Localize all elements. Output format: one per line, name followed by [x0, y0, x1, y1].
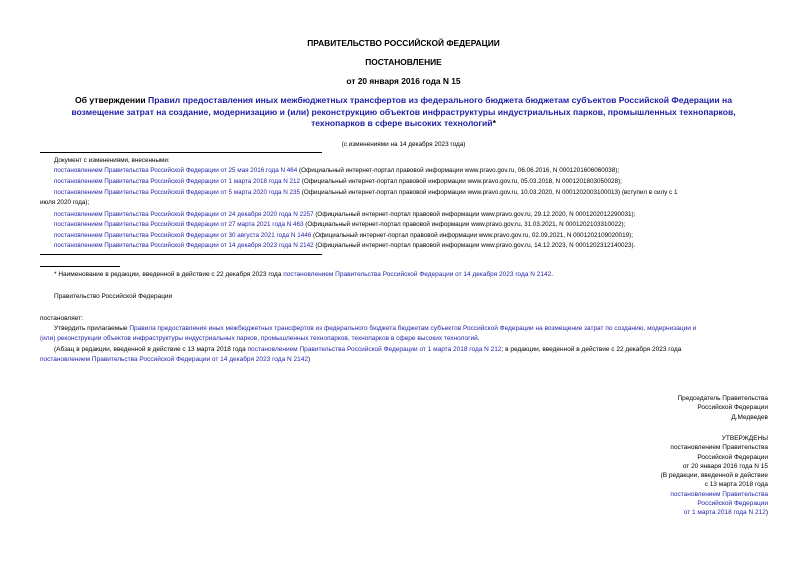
change-item: постановлением Правительства Российской Федерации от 5 марта 2020 года N 235 (Официальный интернет-портал правовой информации www.pravo.gov.ru, 10.03.2020, N 0001202003100013) (вступил в силу с 1	[54, 189, 678, 196]
change-link[interactable]: постановлением Правительства Российской Федерации от 25 мая 2016 года N 464	[54, 167, 298, 174]
document-title	[40, 95, 767, 130]
signature-country: Российской Федерации	[697, 404, 768, 412]
change-item: постановлением Правительства Российской Федерации от 25 мая 2016 года N 464 (Официальный интернет-портал правовой информации www.pravo.gov.ru, 06.06.2016, N 0001201606060038);	[54, 167, 620, 174]
decides-line: постановляет:	[40, 315, 83, 322]
change-link[interactable]: постановлением Правительства Российской Федерации от 30 августа 2021 года N 1446	[54, 232, 312, 239]
changes-intro: Документ с изменениями, внесенными:	[54, 157, 170, 164]
paragraph-note-line1: (Абзац в редакции, введенной в действие с 13 марта 2018 года постановлением Правительства Российской Федерации от 1 марта 2018 года N 212; в редакции, введенной в действие с 22 декабря 2023 года	[54, 346, 682, 353]
signature-position: Председатель Правительства	[677, 395, 768, 402]
government-line: Правительство Российской Федерации	[54, 293, 173, 300]
approved-link[interactable]: постановлением Правительства	[670, 490, 768, 498]
title-link-line3[interactable]: технопарков в сфере высоких технологий	[311, 118, 493, 128]
change-item: постановлением Правительства Российской Федерации от 1 марта 2018 года N 212 (Официальный интернет-портал правовой информации www.pravo.gov.ru, 05.03.2018, N 0001201803050028);	[54, 178, 622, 185]
change-link[interactable]: постановлением Правительства Российской Федерации от 27 марта 2021 года N 463	[54, 221, 304, 228]
change-link[interactable]: постановлением Правительства Российской Федерации от 14 декабря 2023 года N 2142	[54, 242, 314, 249]
approved-link[interactable]: от 1 марта 2018 года N 212	[683, 509, 766, 517]
change-item: постановлением Правительства Российской Федерации от 24 декабря 2020 года N 2257 (Официальный интернет-портал правовой информации www.pravo.gov.ru, 29.12.2020, N 0001202012290031);	[54, 211, 636, 218]
change-item: постановлением Правительства Российской Федерации от 14 декабря 2023 года N 2142 (Официальный интернет-портал правовой информации www.pravo.gov.ru, 14.12.2023, N 0001202312140023).	[54, 242, 636, 249]
footnote-divider	[40, 266, 120, 267]
edition-note: (с изменениями на 14 декабря 2023 года)	[341, 141, 466, 148]
title-prefix: Об утверждении	[75, 95, 149, 105]
paragraph-note-link2[interactable]: постановлением Правительства Российской Федерации от 14 декабря 2023 года N 2142	[40, 356, 308, 363]
approve-rules-link-cont[interactable]: (или) реконструкции объектов инфраструктуры индустриальных парков, промышленных технопарков, технопарков в сфере высоких технологий	[40, 335, 478, 342]
title-link-line2[interactable]: возмещение затрат на создание, модернизацию и (или) реконструкцию объектов инфраструктуры индустриальных парков, промышленных технопарков,	[71, 106, 736, 117]
signature-name: Д.Медведев	[731, 413, 768, 421]
change-link[interactable]: постановлением Правительства Российской Федерации от 5 марта 2020 года N 235	[54, 189, 301, 196]
change-item: постановлением Правительства Российской Федерации от 27 марта 2021 года N 463 (Официальный интернет-портал правовой информации www.pravo.gov.ru, 31.03.2021, N 0001202103310022);	[54, 221, 626, 228]
approved-link[interactable]: Российской Федерации	[697, 500, 768, 508]
signature-block	[677, 394, 768, 422]
title-asterisk: *	[492, 118, 496, 128]
change-item: постановлением Правительства Российской Федерации от 30 августа 2021 года N 1446 (Официальный интернет-портал правовой информации www.pravo.gov.ru, 02.09.2021, N 0001202109020019);	[54, 232, 634, 239]
footnote-link[interactable]: постановлением Правительства Российской Федерации от 14 декабря 2023 года N 2142	[283, 271, 552, 278]
document-date-number: от 20 января 2016 года N 15	[346, 76, 461, 86]
approve-paragraph-line1: Утвердить прилагаемые Правила предоставления иных межбюджетных трансфертов из федерального бюджета бюджетам субъектов Российской Федерации на возмещение затрат по созданию, модернизации и	[54, 325, 697, 332]
document-type-heading: ПОСТАНОВЛЕНИЕ	[365, 57, 442, 67]
title-link-line1[interactable]: Правил предоставления иных межбюджетных трансфертов из федерального бюджета бюджетам субъектов Российской Федерации на	[148, 95, 732, 105]
government-heading: ПРАВИТЕЛЬСТВО РОССИЙСКОЙ ФЕДЕРАЦИИ	[307, 38, 500, 48]
changes-top-divider	[40, 152, 322, 153]
change-item-continuation: июля 2020 года);	[40, 199, 90, 206]
footnote: * Наименование в редакции, введенной в действие с 22 декабря 2023 года постановлением Правительства Российской Федерации от 14 декабря 2023 года N 2142.	[54, 271, 554, 278]
paragraph-note-link1[interactable]: постановлением Правительства Российской Федерации от 1 марта 2018 года N 212	[247, 346, 502, 353]
paragraph-note-line2: постановлением Правительства Российской Федерации от 14 декабря 2023 года N 2142)	[40, 356, 311, 363]
approved-block: УТВЕРЖДЕНЫ постановлением Правительства Российской Федерации от 20 января 2016 года N 15 (В редакции, введенной в действие с 13 марта 2018 года постановлением Правительства Российской Федерации от 1 марта 2018 года N 212)	[660, 435, 768, 517]
changes-bottom-divider	[40, 254, 322, 255]
approve-rules-link[interactable]: Правила предоставления иных межбюджетных трансфертов из федерального бюджета бюджетам субъектов Российской Федерации на возмещение затрат по созданию, модернизации и	[129, 325, 697, 332]
change-link[interactable]: постановлением Правительства Российской Федерации от 24 декабря 2020 года N 2257	[54, 211, 314, 218]
approve-paragraph-line2: (или) реконструкции объектов инфраструктуры индустриальных парков, промышленных технопарков, технопарков в сфере высоких технологий.	[40, 335, 480, 342]
change-link[interactable]: постановлением Правительства Российской Федерации от 1 марта 2018 года N 212	[54, 178, 301, 185]
